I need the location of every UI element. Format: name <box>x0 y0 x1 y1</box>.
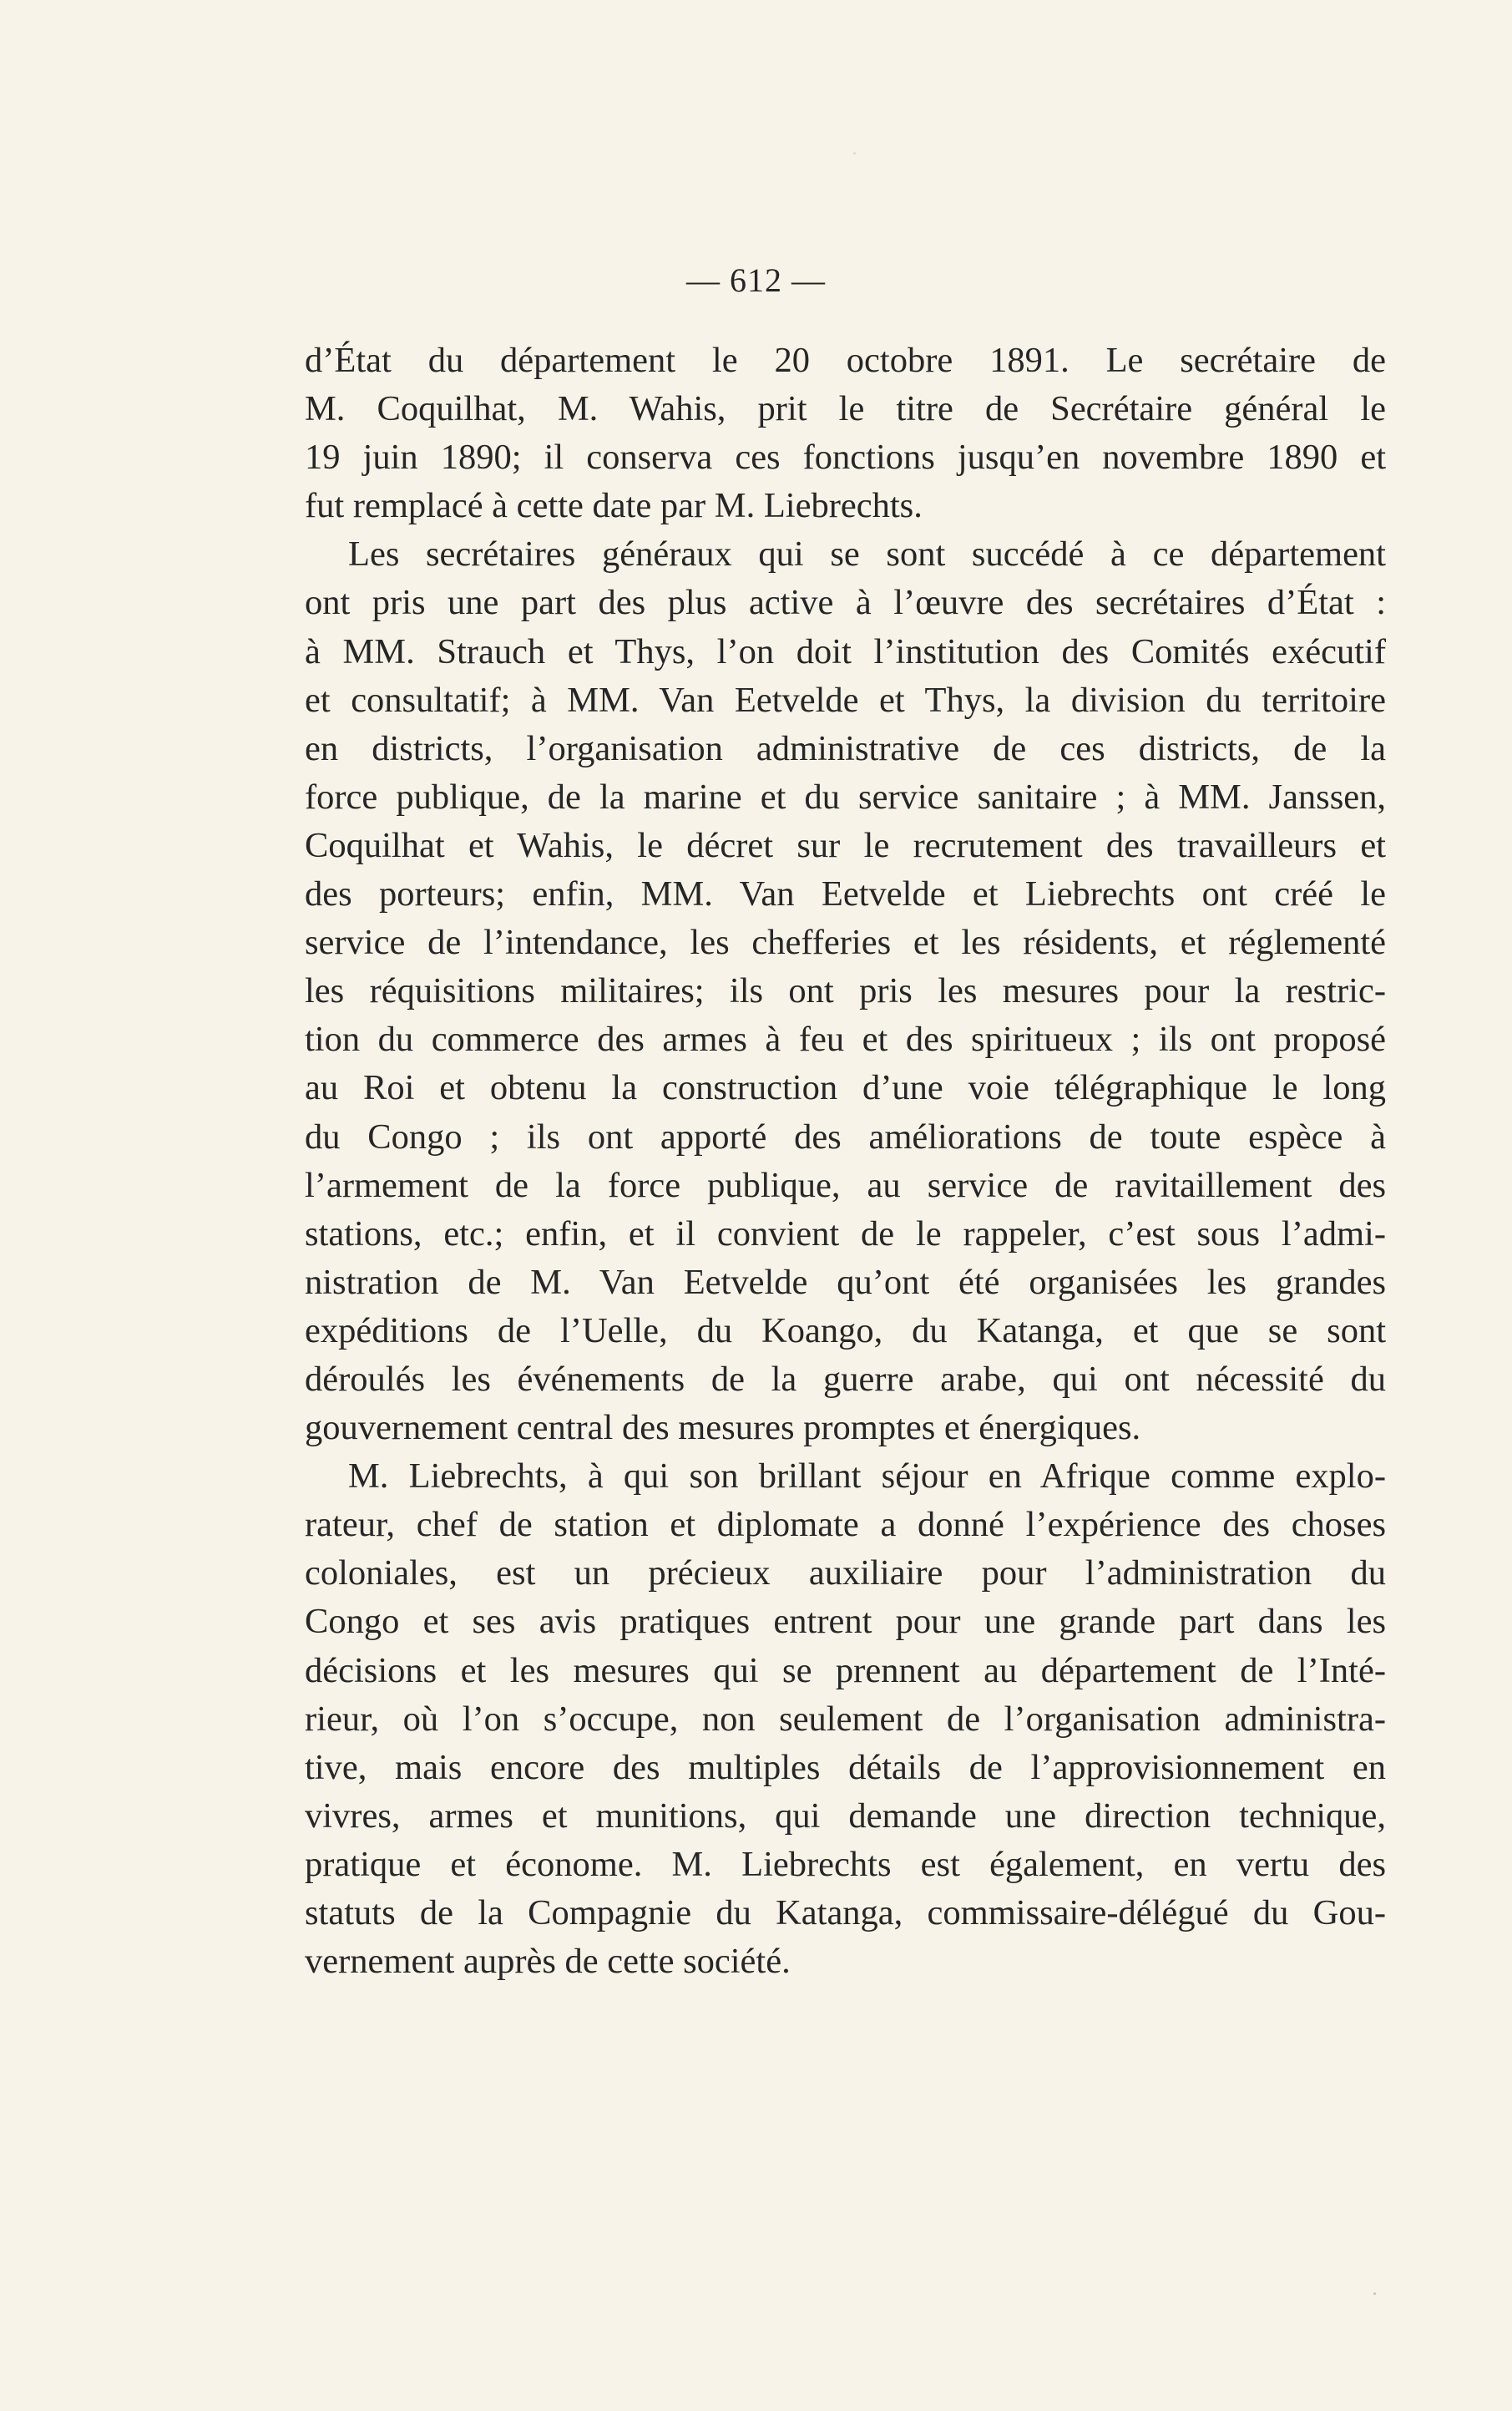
text-line: rieur, où l’on s’occupe, non seulement de l’organisation administra- <box>305 1699 1386 1739</box>
text-line: Coquilhat et Wahis, le décret sur le recrutement des travailleurs et <box>305 825 1386 865</box>
text-line: Congo et ses avis pratiques entrent pour une grande part dans les <box>305 1602 1386 1642</box>
text-line: expéditions de l’Uelle, du Koango, du Katanga, et que se sont <box>305 1310 1386 1350</box>
text-line: des porteurs; enfin, MM. Van Eetvelde et Liebrechts ont créé le <box>305 874 1386 914</box>
text-line: pratique et économe. M. Liebrechts est également, en vertu des <box>305 1844 1386 1884</box>
text-line: tive, mais encore des multiples détails de l’approvisionnement en <box>305 1747 1386 1787</box>
text-line: nistration de M. Van Eetvelde qu’ont été organisées les grandes <box>305 1262 1386 1302</box>
text-line: ont pris une part des plus active à l’œuvre des secrétaires d’État : <box>305 583 1386 623</box>
text-line: rateur, chef de station et diplomate a donné l’expérience des choses <box>305 1505 1386 1545</box>
paper-speck <box>853 152 856 154</box>
text-line: tion du commerce des armes à feu et des spiritueux ; ils ont proposé <box>305 1020 1386 1060</box>
text-line: service de l’intendance, les chefferies et les résidents, et réglementé <box>305 923 1386 963</box>
text-line: à MM. Strauch et Thys, l’on doit l’institution des Comités exécutif <box>305 631 1386 671</box>
text-line: du Congo ; ils ont apporté des améliorations de toute espèce à <box>305 1117 1386 1157</box>
text-line: vivres, armes et munitions, qui demande une direction technique, <box>305 1796 1386 1836</box>
text-line: gouvernement central des mesures promptes et énergiques. <box>305 1408 1141 1448</box>
text-line: déroulés les événements de la guerre arabe, qui ont nécessité du <box>305 1359 1386 1399</box>
body-text <box>305 337 1386 1986</box>
text-line: M. Coquilhat, M. Wahis, prit le titre de Secrétaire général le <box>305 389 1386 429</box>
text-line: force publique, de la marine et du service sanitaire ; à MM. Janssen, <box>305 777 1386 817</box>
text-line: au Roi et obtenu la construction d’une voie télégraphique le long <box>305 1068 1386 1108</box>
text-line: stations, etc.; enfin, et il convient de le rappeler, c’est sous l’admi- <box>305 1213 1386 1254</box>
text-line: 19 juin 1890; il conserva ces fonctions jusqu’en novembre 1890 et <box>305 438 1386 478</box>
text-line: Les secrétaires généraux qui se sont succédé à ce département <box>348 534 1386 575</box>
text-line: statuts de la Compagnie du Katanga, commissaire-délégué du Gou- <box>305 1893 1386 1932</box>
text-line: M. Liebrechts, à qui son brillant séjour en Afrique comme explo- <box>348 1456 1386 1497</box>
text-line: décisions et les mesures qui se prennent au département de l’Inté- <box>305 1650 1386 1690</box>
text-line: fut remplacé à cette date par M. Liebrechts. <box>305 486 923 526</box>
text-line: d’État du département le 20 octobre 1891. Le secrétaire de <box>305 341 1386 380</box>
text-line: et consultatif; à MM. Van Eetvelde et Thys, la division du territoire <box>305 680 1386 720</box>
text-line: vernement auprès de cette société. <box>305 1942 791 1982</box>
text-line: l’armement de la force publique, au service de ravitaillement des <box>305 1165 1386 1205</box>
text-line: les réquisitions militaires; ils ont pris les mesures pour la restric- <box>305 971 1386 1011</box>
page-number: — 612 — <box>686 261 826 299</box>
text-line: en districts, l’organisation administrative de ces districts, de la <box>305 728 1386 768</box>
paper-speck <box>1373 2292 1376 2295</box>
text-line: coloniales, est un précieux auxiliaire pour l’administration du <box>305 1553 1386 1593</box>
